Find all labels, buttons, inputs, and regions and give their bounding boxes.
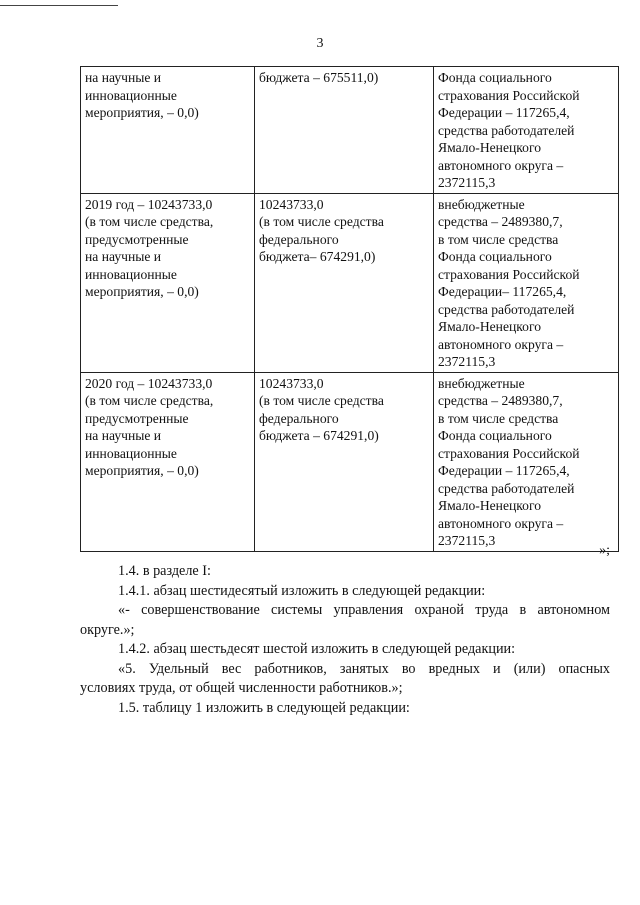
cell-line: на научные и [85, 70, 162, 85]
table-row [81, 67, 619, 194]
table-cell [81, 372, 255, 551]
cell-line: страхования Российской [438, 266, 580, 282]
paragraph-quote-1 [80, 601, 610, 640]
quote-2-line-1: «5. Удельный вес работников, занятых во вредных и (или) опасных [118, 660, 610, 677]
paragraph-1-4-1: 1.4.1. абзац шестидесятый изложить в следующей редакции: [118, 582, 486, 599]
cell-line: средства – 2489380,7, [438, 214, 563, 229]
cell-line: федерального [259, 410, 339, 426]
amendment-text [80, 562, 610, 718]
cell-line: федерального [259, 231, 339, 247]
cell-line: внебюджетные [438, 375, 525, 391]
quote-2-line-2: условиях труда, от общей численности работников.»; [80, 680, 403, 696]
quote-1-line-1: «- совершенствование системы управления охраной труда в автономном [118, 602, 610, 618]
cell-line: предусмотренные [85, 410, 189, 426]
cell-line: средства работодателей [438, 480, 575, 496]
cell-line: 10243733,0 [259, 375, 324, 391]
cell-line: на научные и [85, 249, 162, 264]
table-row [81, 193, 619, 372]
table-cell [434, 372, 619, 551]
table-cell [81, 193, 255, 372]
table-row [81, 372, 619, 551]
funding-table [80, 66, 619, 552]
cell-line: Ямало-Ненецкого [438, 319, 542, 334]
cell-line: средства работодателей [438, 301, 575, 317]
cell-line: Федерации– 117265,4, [438, 284, 567, 299]
cell-line: 2372115,3 [438, 354, 496, 369]
table-cell [434, 67, 619, 194]
cell-line: 2019 год – 10243733,0 [85, 196, 213, 212]
cell-line: в том числе средства [438, 231, 559, 247]
cell-line: внебюджетные [438, 196, 525, 212]
cell-line: Ямало-Ненецкого [438, 140, 542, 155]
paragraph-1-4: 1.4. в разделе I: [118, 563, 211, 579]
cell-line: страхования Российской [438, 445, 580, 461]
cell-line: мероприятия, – 0,0) [85, 284, 199, 299]
cell-line: бюджета – 674291,0) [259, 428, 379, 443]
cell-line: инновационные [85, 445, 177, 461]
cell-line: автономного округа – [438, 336, 564, 352]
cell-line: бюджета – 675511,0) [259, 70, 379, 85]
cell-line: Фонда социального [438, 428, 552, 443]
closing-quote: »; [599, 543, 610, 558]
cell-line: в том числе средства [438, 410, 559, 426]
cell-line: Фонда социального [438, 70, 552, 85]
cell-line: средства работодателей [438, 122, 575, 138]
cell-line: (в том числе средства [259, 214, 384, 229]
cell-line: (в том числе средства, [85, 393, 214, 408]
cell-line: 2372115,3 [438, 533, 496, 548]
paragraph-1-4-2: 1.4.2. абзац шестьдесят шестой изложить в следующей редакции: [118, 641, 516, 657]
cell-line: средства – 2489380,7, [438, 393, 563, 408]
header-rule [0, 5, 118, 6]
table-cell [434, 193, 619, 372]
table-cell [255, 67, 434, 194]
cell-line: мероприятия, – 0,0) [85, 463, 199, 478]
cell-line: предусмотренные [85, 231, 189, 247]
cell-line: страхования Российской [438, 87, 580, 103]
cell-line: (в том числе средства [259, 393, 384, 408]
paragraph-quote-2 [80, 660, 610, 699]
cell-line: инновационные [85, 87, 177, 103]
cell-line: бюджета– 674291,0) [259, 249, 376, 264]
cell-line: инновационные [85, 266, 177, 282]
quote-1-line-2: округе.»; [80, 621, 135, 638]
cell-line: автономного округа – [438, 515, 564, 531]
cell-line: мероприятия, – 0,0) [85, 105, 199, 120]
cell-line: на научные и [85, 428, 162, 443]
cell-line: Федерации – 117265,4, [438, 463, 570, 478]
table-cell [255, 193, 434, 372]
cell-line: Ямало-Ненецкого [438, 498, 542, 513]
cell-line: (в том числе средства, [85, 214, 214, 229]
cell-line: 2372115,3 [438, 175, 496, 190]
cell-line: 2020 год – 10243733,0 [85, 375, 213, 391]
page-number: 3 [316, 36, 324, 51]
table-cell [81, 67, 255, 194]
cell-line: 10243733,0 [259, 196, 324, 212]
cell-line: Федерации – 117265,4, [438, 105, 570, 120]
cell-line: автономного округа – [438, 157, 564, 173]
table-cell [255, 372, 434, 551]
paragraph-1-5: 1.5. таблицу 1 изложить в следующей редакции: [118, 699, 410, 716]
cell-line: Фонда социального [438, 249, 552, 264]
